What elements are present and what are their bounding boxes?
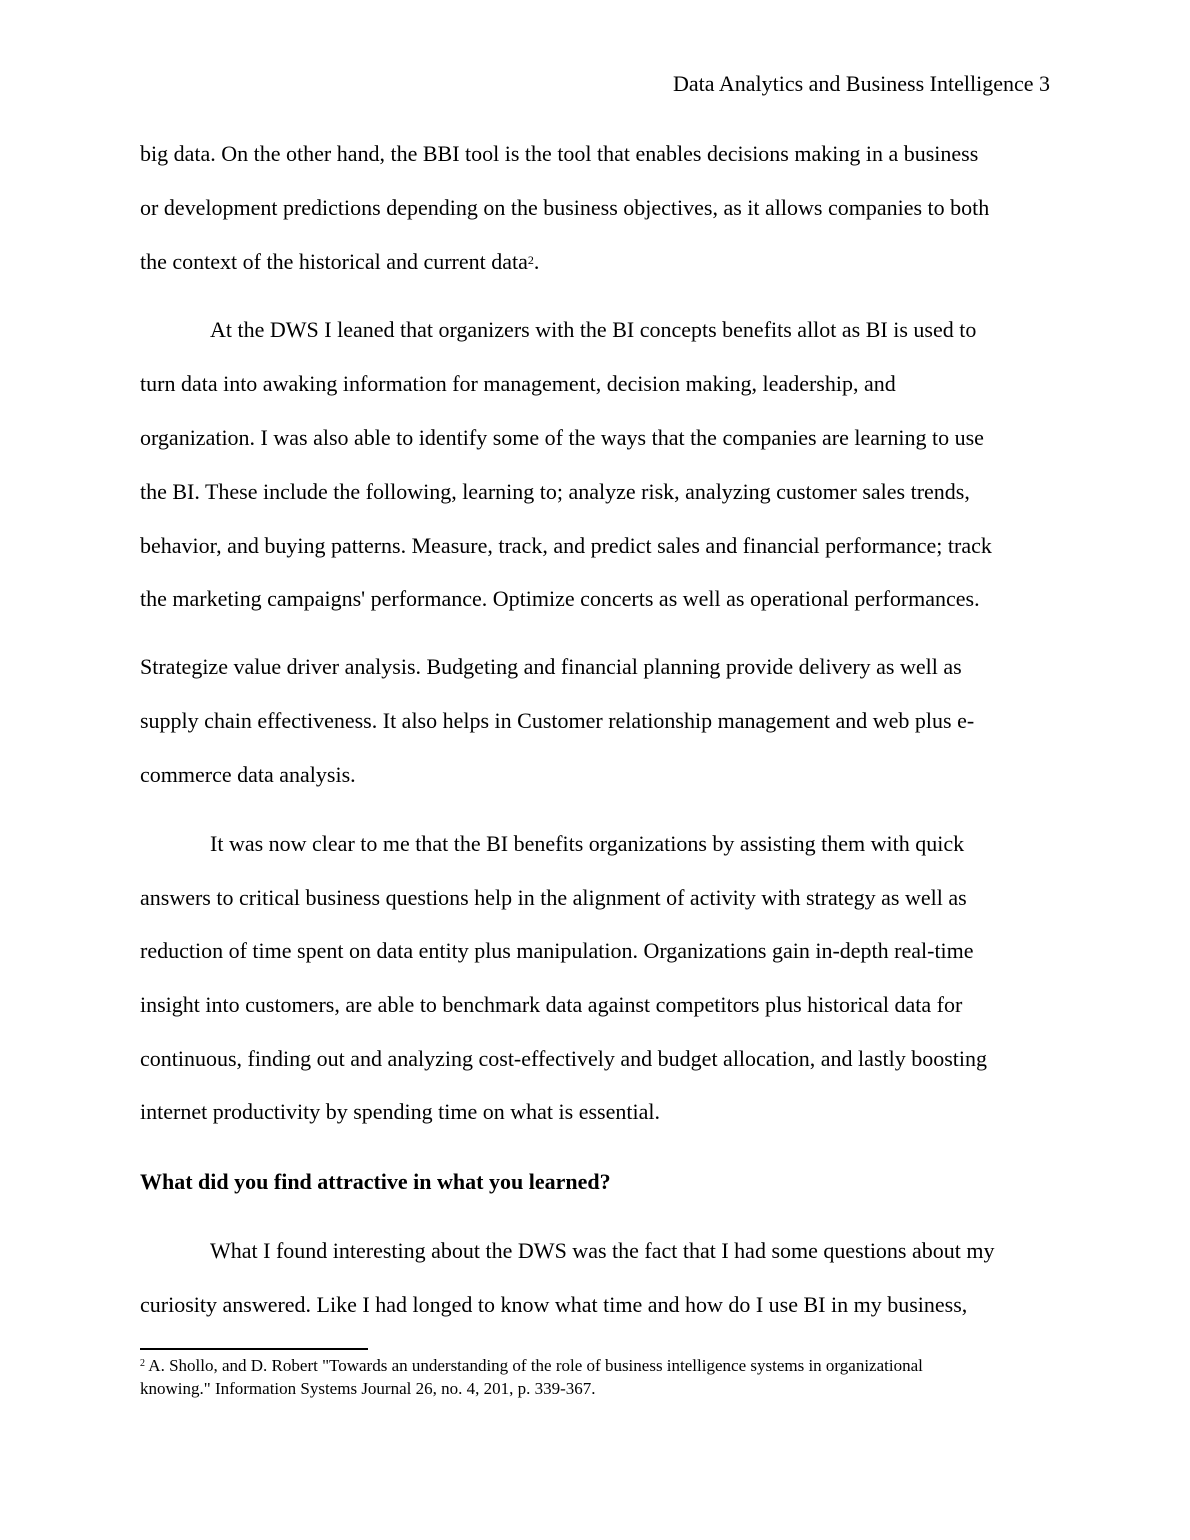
- p3-line-2: supply chain effectiveness. It also helps in Customer relationship management and web plus e-: [140, 708, 975, 733]
- footnote-text-1: A. Shollo, and D. Robert "Towards an understanding of the role of business intelligence systems in organizational: [145, 1356, 923, 1375]
- running-head: Data Analytics and Business Intelligence 3: [673, 71, 1050, 96]
- p1-line-3: [140, 248, 539, 276]
- p1-last-line-text: the context of the historical and current data: [140, 249, 528, 274]
- p3-line-1: Strategize value driver analysis. Budgeting and financial planning provide delivery as well as: [140, 654, 962, 679]
- p5-line-2: curiosity answered. Like I had longed to know what time and how do I use BI in my business,: [140, 1292, 968, 1317]
- footnote-separator: [140, 1348, 368, 1350]
- footnote-marker: 2: [140, 1358, 145, 1369]
- p1-last-punct: .: [533, 249, 540, 274]
- p5-line-1: What I found interesting about the DWS was the fact that I had some questions about my: [210, 1238, 995, 1263]
- p4-line-2: answers to critical business questions help in the alignment of activity with strategy as well as: [140, 885, 967, 910]
- p4-line-1: It was now clear to me that the BI benefits organizations by assisting them with quick: [210, 831, 965, 856]
- p4-line-3: reduction of time spent on data entity plus manipulation. Organizations gain in-depth real-time: [140, 938, 974, 963]
- footnote-line-2: knowing." Information Systems Journal 26, no. 4, 201, p. 339-367.: [140, 1379, 596, 1398]
- p2-line-3: organization. I was also able to identify some of the ways that the companies are learning to use: [140, 425, 984, 450]
- section-heading: What did you find attractive in what you learned?: [140, 1169, 611, 1194]
- p2-line-5: behavior, and buying patterns. Measure, track, and predict sales and financial performance; track: [140, 533, 992, 558]
- p2-line-1: At the DWS I leaned that organizers with the BI concepts benefits allot as BI is used to: [210, 317, 977, 342]
- p4-line-4: insight into customers, are able to benchmark data against competitors plus historical data for: [140, 992, 963, 1017]
- p2-line-2: turn data into awaking information for management, decision making, leadership, and: [140, 371, 896, 396]
- p4-line-6: internet productivity by spending time on what is essential.: [140, 1099, 660, 1124]
- footnote-ref-2[interactable]: 2: [527, 253, 534, 267]
- p1-line-2: or development predictions depending on the business objectives, as it allows companies to both: [140, 195, 990, 220]
- p2-line-4: the BI. These include the following, learning to; analyze risk, analyzing customer sales trends,: [140, 479, 970, 504]
- p3-line-3: commerce data analysis.: [140, 762, 356, 787]
- p4-line-5: continuous, finding out and analyzing cost-effectively and budget allocation, and lastly boosting: [140, 1046, 988, 1071]
- p1-line-1: big data. On the other hand, the BBI tool is the tool that enables decisions making in a business: [140, 141, 979, 166]
- footnote-line-1: [140, 1355, 923, 1377]
- p2-line-6: the marketing campaigns' performance. Optimize concerts as well as operational performances.: [140, 586, 980, 611]
